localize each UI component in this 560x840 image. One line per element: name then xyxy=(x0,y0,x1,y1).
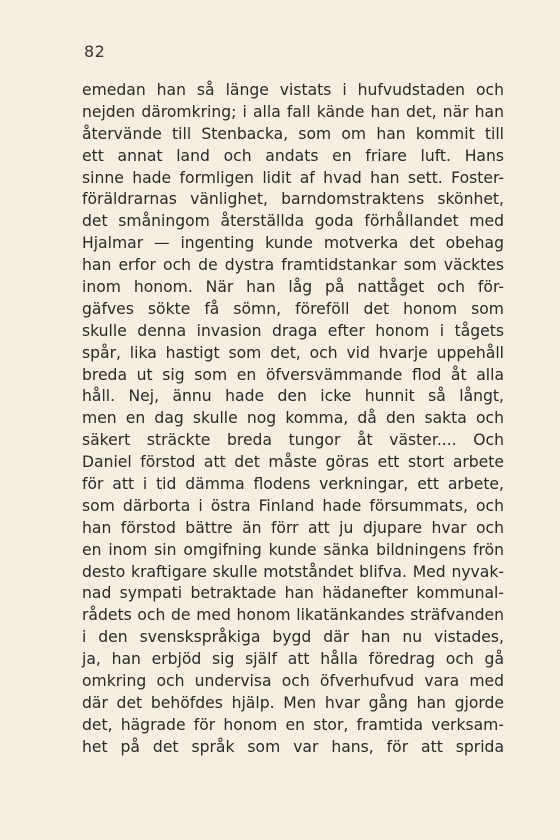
text-line: som därborta i östra Finland hade försummats, och xyxy=(82,496,504,515)
text-line: ja, han erbjöd sig själf att hålla föredrag och gå xyxy=(82,650,504,669)
text-line: emedan han så länge vistats i hufvudstaden och xyxy=(82,81,504,99)
text-line: han förstod bättre än förr att ju djupare hvar och xyxy=(82,518,504,537)
body-text xyxy=(82,80,504,759)
text-line: skulle denna invasion draga efter honom i tågets xyxy=(82,321,504,340)
text-line: desto kraftigare skulle motståndet blifva. Med nyvak- xyxy=(82,562,504,581)
text-line: Hjalmar — ingenting kunde motverka det obehag xyxy=(82,234,504,253)
text-line: återvände till Stenbacka, som om han kommit till xyxy=(82,124,504,143)
text-line: där det behöfdes hjälp. Men hvar gång han gjorde xyxy=(82,693,504,712)
text-line: men en dag skulle nog komma, då den sakta och xyxy=(82,409,504,428)
text-line: nejden däromkring; i alla fall kände han det, när han xyxy=(82,102,504,121)
text-line: sinne hade formligen lidit af hvad han sett. Foster- xyxy=(82,168,504,187)
text-line: det, hägrade för honom en stor, framtida verksam- xyxy=(82,715,504,734)
text-line: föräldrarnas vänlighet, barndomstraktens skönhet, xyxy=(82,190,504,209)
text-line: i den svenskspråkiga bygd där han nu vistades, xyxy=(82,628,504,647)
text-line: ett annat land och andats en friare luft. Hans xyxy=(82,146,504,165)
text-line: håll. Nej, ännu hade den icke hunnit så långt, xyxy=(82,387,504,406)
text-line: spår, lika hastigt som det, och vid hvarje uppehåll xyxy=(82,343,504,362)
page-number: 82 xyxy=(84,42,106,61)
text-line: för att i tid dämma flodens verkningar, ett arbete, xyxy=(82,475,504,494)
text-line: Daniel förstod att det måste göras ett stort arbete xyxy=(82,453,504,472)
text-line: omkring och undervisa och öfverhufvud vara med xyxy=(82,672,504,691)
text-line: breda ut sig som en öfversvämmande flod åt alla xyxy=(82,365,504,384)
text-line: rådets och de med honom likatänkandes sträfvanden xyxy=(82,606,504,625)
text-line: det småningom återställda goda förhållandet med xyxy=(82,212,504,231)
text-line: gäfves sökte få sömn, föreföll det honom som xyxy=(82,299,504,318)
text-line: het på det språk som var hans, för att sprida xyxy=(82,737,504,756)
text-line: inom honom. När han låg på nattåget och för- xyxy=(82,278,504,297)
text-line: nad sympati betraktade han hädanefter kommunal- xyxy=(82,584,504,603)
text-line: en inom sin omgifning kunde sänka bildningens frön xyxy=(82,540,504,559)
text-line: han erfor och de dystra framtidstankar som väcktes xyxy=(82,256,504,275)
text-line: säkert sträckte breda tungor åt väster.... Och xyxy=(82,431,504,450)
